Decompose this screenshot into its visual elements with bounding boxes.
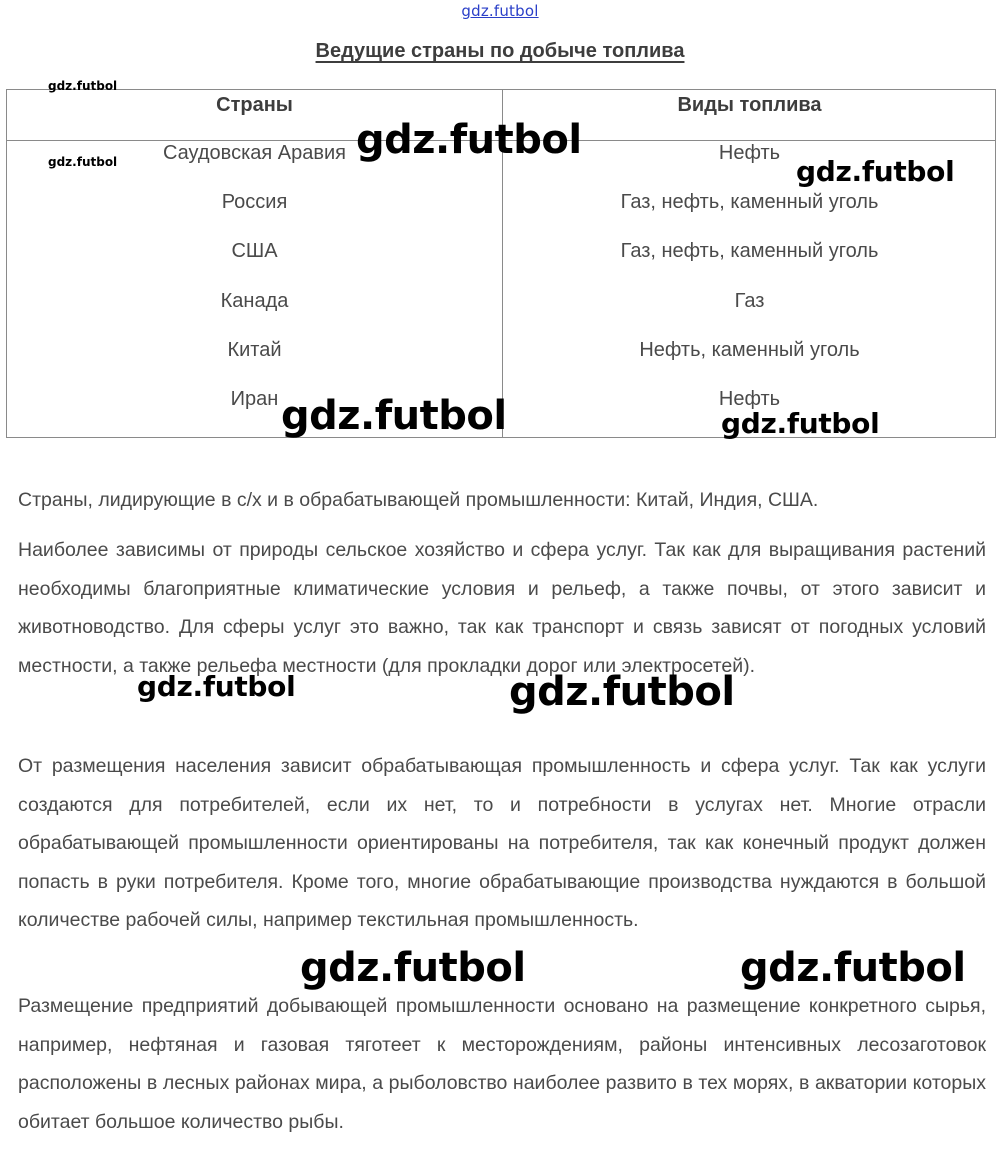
site-watermark-link[interactable]: gdz.futbol xyxy=(461,2,539,20)
table-cell-fuel: Нефть xyxy=(718,142,781,164)
paragraph-extractive-industry: Размещение предприятий добывающей промышленности основано на размещение конкретного сырья, например, нефтяная и газовая тяготеет к месторождениям, районы интенсивных лесозаготовок расположены в лесных районах мира, а рыболовство наиболее развито в тех морях, в акватории которых обитает большое количество рыбы. xyxy=(18,995,986,1133)
table-cell-country: Канада xyxy=(220,290,289,312)
table-cell-country: Россия xyxy=(221,191,288,213)
table-cell-country: США xyxy=(231,240,278,262)
table-cell-country: Китай xyxy=(227,339,282,361)
table-cell-fuel: Газ, нефть, каменный уголь xyxy=(620,191,879,213)
watermark-text: gdz.futbol xyxy=(721,407,880,440)
table-cell-fuel: Газ, нефть, каменный уголь xyxy=(620,240,879,262)
watermark-text: gdz.futbol xyxy=(509,669,735,715)
watermark-text: gdz.futbol xyxy=(796,155,955,188)
table-cell-fuel: Нефть xyxy=(718,388,781,410)
watermark-text: gdz.futbol xyxy=(356,117,582,163)
watermark-text: gdz.futbol xyxy=(281,393,507,439)
paragraph-population-placement: От размещения населения зависит обрабатывающая промышленность и сфера услуг. Так как услуги создаются для потребителей, если их нет, то и потребности в услугах нет. Многие отрасли обрабатывающей промышленности ориентированы на потребителя, так как конечный продукт должен попасть в руки потребителя. Кроме того, многие обрабатывающие производства нуждаются в большой количестве рабочей силы, например текстильная промышленность. xyxy=(18,755,986,931)
table-header-countries: Страны xyxy=(216,94,293,116)
watermark-text: gdz.futbol xyxy=(740,945,966,991)
table-cell-country: Саудовская Аравия xyxy=(162,142,346,164)
table-cell-fuel: Нефть, каменный уголь xyxy=(639,339,860,361)
paragraph-leading-countries: Страны, лидирующие в с/х и в обрабатывающей промышленности: Китай, Индия, США. xyxy=(18,489,819,511)
paragraph-nature-dependence: Наиболее зависимы от природы сельское хозяйство и сфера услуг. Так как для выращивания растений необходимы благоприятные климатические условия и рельеф, а также почвы, от этого зависит и животноводство. Для сферы услуг это важно, так как транспорт и связь зависят от погодных условий местности, а также рельефа местности (для прокладки дорог или электросетей). xyxy=(18,539,986,677)
watermark-text: gdz.futbol xyxy=(137,670,296,703)
table-cell-country: Иран xyxy=(230,388,279,410)
table-header-fuel-types: Виды топлива xyxy=(677,94,822,116)
watermark-text: gdz.futbol xyxy=(48,79,118,93)
table-row xyxy=(7,339,997,369)
table-row xyxy=(7,240,997,270)
watermark-text: gdz.futbol xyxy=(300,945,526,991)
table-cell-fuel: Газ xyxy=(734,290,765,312)
watermark-text: gdz.futbol xyxy=(48,155,118,169)
table-row xyxy=(7,191,997,221)
document-title: Ведущие страны по добыче топлива xyxy=(315,40,685,62)
table-row xyxy=(7,290,997,320)
